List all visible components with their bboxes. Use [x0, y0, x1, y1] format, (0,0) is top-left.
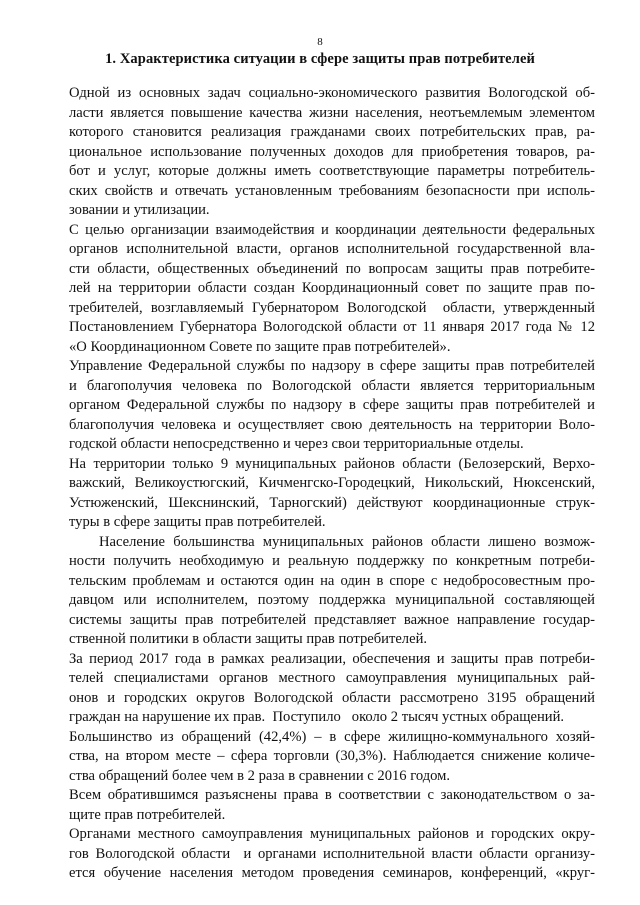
text-line: ства, на втором месте – сфера торговли (30,3%). Наблюдается снижение количе-	[69, 748, 595, 764]
text-line: годской области непосредственно и через свои территориальные отделы.	[69, 436, 524, 452]
page-number: 8	[317, 36, 323, 48]
text-line: которого становится реализация гражданами своих потребительских прав, ра-	[69, 124, 595, 140]
paragraph	[69, 533, 595, 650]
text-line: С целью организации взаимодействия и координации деятельности федеральных	[69, 221, 595, 238]
text-line: органов исполнительной власти, органов исполнительной государственной вла-	[69, 241, 595, 257]
text-line: зовании и утилизации.	[69, 202, 210, 218]
text-line: Органами местного самоуправления муниципальных районов и городских окру-	[69, 826, 595, 842]
text-line: требителей, возглавляемый Губернатором Вологодской области, утвержденный	[69, 299, 595, 316]
paragraph	[69, 455, 595, 533]
text-line: важский, Великоустюгский, Кичменгско-Городецкий, Никольский, Нюксенский,	[69, 475, 595, 491]
paragraph	[69, 84, 595, 221]
text-line: Устюженский, Шекснинский, Тарногский) действуют координационные струк-	[69, 494, 595, 511]
text-line: ется обучение населения методом проведения семинаров, конференций, «круг-	[69, 865, 595, 881]
paragraph	[69, 786, 595, 825]
text-line: туры в сфере защиты прав потребителей.	[69, 514, 326, 530]
body-text	[69, 84, 595, 884]
text-line: сти области, общественных объединений по вопросам защиты прав потребите-	[69, 260, 595, 277]
text-line: ности получить необходимую и реальную поддержку по конкретным потреби-	[69, 553, 595, 569]
text-line: органом Федеральной службы по надзору в сфере защиты прав потребителей и	[69, 397, 595, 413]
paragraph	[69, 650, 595, 728]
text-line: благополучия человека и осуществляет свою деятельность на территории Воло-	[69, 416, 595, 433]
text-line: Всем обратившимся разъяснены права в соответствии с законодательством о за-	[69, 787, 595, 803]
text-line: «О Координационном Совете по защите прав потребителей».	[69, 338, 451, 355]
text-line: ских свойств и отвечать установленным требованиям безопасности при исполь-	[69, 182, 595, 199]
text-line: Постановлением Губернатора Вологодской области от 11 января 2017 года № 12	[69, 319, 595, 335]
text-line: Население большинства муниципальных районов области лишено возмож-	[99, 533, 595, 550]
text-line: бот и услуг, которые должны иметь соответствующие параметры потребитель-	[69, 163, 595, 179]
text-line: Управление Федеральной службы по надзору в сфере защиты прав потребителей	[69, 358, 595, 374]
text-line: и благополучия человека по Вологодской области является территориальным	[69, 377, 595, 394]
text-line: ласти является повышение качества жизни населения, неотъемлемым элементом	[69, 104, 595, 121]
text-line: Большинство из обращений (42,4%) – в сфере жилищно-коммунального хозяй-	[69, 728, 595, 745]
text-line: Одной из основных задач социально-экономического развития Вологодской об-	[69, 85, 595, 101]
section-heading: 1. Характеристика ситуации в сфере защиты прав потребителей	[105, 51, 535, 67]
paragraph	[69, 357, 595, 455]
text-line: лей на территории области создан Координационный совет по защите прав по-	[69, 280, 595, 296]
text-line: граждан на нарушение их прав. Поступило около 2 тысяч устных обращений.	[69, 709, 565, 725]
text-line: щите прав потребителей.	[69, 806, 226, 823]
text-line: давцом или исполнителем, поэтому поддержка муниципальной составляющей	[69, 592, 595, 608]
text-line: циональное использование полученных доходов для приобретения товаров, ра-	[69, 143, 595, 160]
text-line: ственной политики в области защиты прав потребителей.	[69, 631, 428, 647]
paragraph	[69, 221, 595, 358]
text-line: онов и городских округов Вологодской области рассмотрено 3195 обращений	[69, 689, 595, 706]
text-line: гов Вологодской области и органами исполнительной власти области организу-	[69, 845, 595, 862]
text-line: На территории только 9 муниципальных районов области (Белозерский, Верхо-	[69, 455, 595, 472]
text-line: телей специалистами органов местного самоуправления муниципальных рай-	[69, 670, 595, 686]
paragraph	[69, 728, 595, 787]
text-line: системы защиты прав потребителей представляет важное направление государ-	[69, 611, 595, 628]
text-line: тельским проблемам и остаются один на один в споре с недобросовестным про-	[69, 572, 595, 589]
text-line: ства обращений более чем в 2 раза в сравнении с 2016 годом.	[69, 767, 451, 784]
text-line: За период 2017 года в рамках реализации, обеспечения и защиты прав потреби-	[69, 650, 595, 667]
paragraph	[69, 825, 595, 884]
